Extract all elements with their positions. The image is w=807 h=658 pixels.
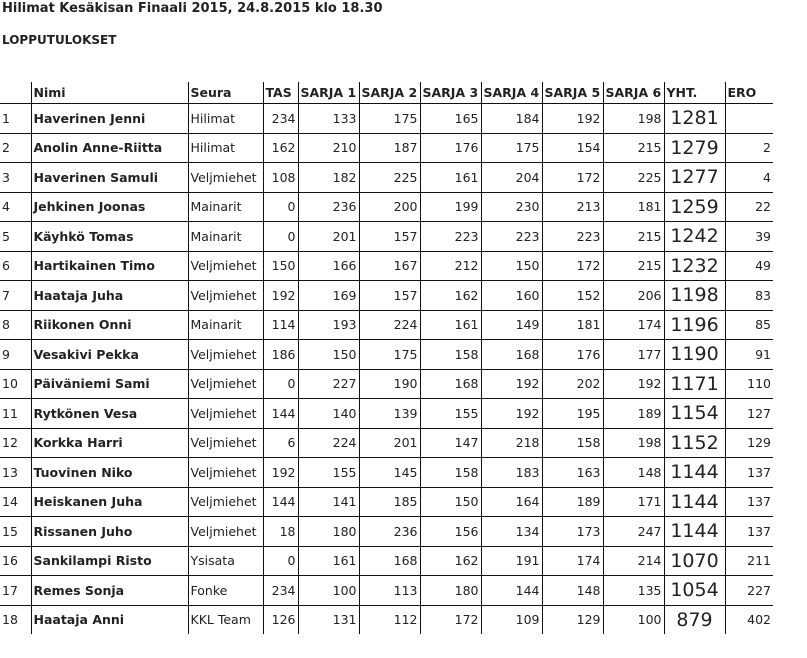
series4-cell: 223 <box>481 222 542 252</box>
series4-cell: 109 <box>481 605 542 634</box>
handicap-cell: 234 <box>263 576 298 606</box>
series1-cell: 161 <box>298 546 359 576</box>
series5-cell: 192 <box>542 104 603 134</box>
page-title: Hilimat Kesäkisan Finaali 2015, 24.8.2015 klo 18.30 <box>2 1 383 16</box>
diff-cell: 83 <box>725 281 773 311</box>
diff-cell: 2 <box>725 133 773 163</box>
total-cell: 1259 <box>664 192 725 222</box>
series4-cell: 192 <box>481 369 542 399</box>
series4-cell: 183 <box>481 458 542 488</box>
series6-cell: 198 <box>603 104 664 134</box>
series2-cell: 201 <box>359 428 420 458</box>
table-row <box>0 251 773 281</box>
diff-cell: 137 <box>725 458 773 488</box>
series2-cell: 145 <box>359 458 420 488</box>
series3-cell: 162 <box>420 546 481 576</box>
handicap-cell: 0 <box>263 369 298 399</box>
series5-cell: 173 <box>542 517 603 547</box>
table-row <box>0 399 773 429</box>
series3-cell: 161 <box>420 310 481 340</box>
series4-cell: 191 <box>481 546 542 576</box>
rank-cell: 6 <box>0 251 31 281</box>
series1-cell: 141 <box>298 487 359 517</box>
name-cell: Sankilampi Risto <box>31 546 188 576</box>
name-cell: Käyhkö Tomas <box>31 222 188 252</box>
series6-cell: 214 <box>603 546 664 576</box>
series3-cell: 158 <box>420 340 481 370</box>
handicap-cell: 192 <box>263 458 298 488</box>
series4-cell: 150 <box>481 251 542 281</box>
col-series1-header: SARJA 1 <box>298 82 359 104</box>
diff-cell <box>725 104 773 134</box>
series2-cell: 236 <box>359 517 420 547</box>
club-cell: Veljmiehet <box>188 340 263 370</box>
series6-cell: 177 <box>603 340 664 370</box>
series1-cell: 166 <box>298 251 359 281</box>
series4-cell: 184 <box>481 104 542 134</box>
rank-cell: 14 <box>0 487 31 517</box>
handicap-cell: 162 <box>263 133 298 163</box>
series1-cell: 210 <box>298 133 359 163</box>
diff-cell: 91 <box>725 340 773 370</box>
series5-cell: 223 <box>542 222 603 252</box>
handicap-cell: 114 <box>263 310 298 340</box>
series3-cell: 180 <box>420 576 481 606</box>
diff-cell: 85 <box>725 310 773 340</box>
name-cell: Remes Sonja <box>31 576 188 606</box>
club-cell: Hilimat <box>188 104 263 134</box>
series3-cell: 150 <box>420 487 481 517</box>
diff-cell: 137 <box>725 487 773 517</box>
col-rank-header <box>0 82 31 104</box>
table-header-row <box>0 82 773 104</box>
club-cell: Veljmiehet <box>188 163 263 193</box>
col-series5-header: SARJA 5 <box>542 82 603 104</box>
series2-cell: 157 <box>359 281 420 311</box>
table-row <box>0 192 773 222</box>
col-series2-header: SARJA 2 <box>359 82 420 104</box>
series6-cell: 247 <box>603 517 664 547</box>
handicap-cell: 234 <box>263 104 298 134</box>
series5-cell: 158 <box>542 428 603 458</box>
series1-cell: 150 <box>298 340 359 370</box>
series3-cell: 212 <box>420 251 481 281</box>
series5-cell: 154 <box>542 133 603 163</box>
results-heading: LOPPUTULOKSET <box>2 33 117 47</box>
table-row <box>0 487 773 517</box>
series6-cell: 206 <box>603 281 664 311</box>
table-row <box>0 546 773 576</box>
series1-cell: 140 <box>298 399 359 429</box>
col-name-header: Nimi <box>31 82 188 104</box>
name-cell: Haverinen Jenni <box>31 104 188 134</box>
series2-cell: 224 <box>359 310 420 340</box>
name-cell: Anolin Anne-Riitta <box>31 133 188 163</box>
diff-cell: 227 <box>725 576 773 606</box>
series4-cell: 134 <box>481 517 542 547</box>
series3-cell: 168 <box>420 369 481 399</box>
name-cell: Jehkinen Joonas <box>31 192 188 222</box>
table-row <box>0 369 773 399</box>
series6-cell: 215 <box>603 133 664 163</box>
rank-cell: 10 <box>0 369 31 399</box>
rank-cell: 15 <box>0 517 31 547</box>
total-cell: 1144 <box>664 487 725 517</box>
total-cell: 1277 <box>664 163 725 193</box>
club-cell: Veljmiehet <box>188 251 263 281</box>
name-cell: Korkka Harri <box>31 428 188 458</box>
series6-cell: 198 <box>603 428 664 458</box>
series4-cell: 144 <box>481 576 542 606</box>
handicap-cell: 144 <box>263 487 298 517</box>
series6-cell: 215 <box>603 251 664 281</box>
series4-cell: 230 <box>481 192 542 222</box>
name-cell: Rissanen Juho <box>31 517 188 547</box>
diff-cell: 127 <box>725 399 773 429</box>
handicap-cell: 126 <box>263 605 298 634</box>
club-cell: Veljmiehet <box>188 458 263 488</box>
table-row <box>0 517 773 547</box>
handicap-cell: 144 <box>263 399 298 429</box>
series1-cell: 227 <box>298 369 359 399</box>
series4-cell: 192 <box>481 399 542 429</box>
series2-cell: 167 <box>359 251 420 281</box>
total-cell: 1279 <box>664 133 725 163</box>
diff-cell: 129 <box>725 428 773 458</box>
rank-cell: 12 <box>0 428 31 458</box>
table-row <box>0 576 773 606</box>
series3-cell: 172 <box>420 605 481 634</box>
series6-cell: 135 <box>603 576 664 606</box>
series3-cell: 156 <box>420 517 481 547</box>
series4-cell: 204 <box>481 163 542 193</box>
series4-cell: 149 <box>481 310 542 340</box>
series4-cell: 218 <box>481 428 542 458</box>
diff-cell: 22 <box>725 192 773 222</box>
series3-cell: 162 <box>420 281 481 311</box>
series1-cell: 131 <box>298 605 359 634</box>
col-series6-header: SARJA 6 <box>603 82 664 104</box>
total-cell: 1144 <box>664 458 725 488</box>
name-cell: Päiväniemi Sami <box>31 369 188 399</box>
col-series3-header: SARJA 3 <box>420 82 481 104</box>
series2-cell: 190 <box>359 369 420 399</box>
handicap-cell: 0 <box>263 222 298 252</box>
col-diff-header: ERO <box>725 82 773 104</box>
series2-cell: 187 <box>359 133 420 163</box>
diff-cell: 39 <box>725 222 773 252</box>
series2-cell: 175 <box>359 340 420 370</box>
handicap-cell: 150 <box>263 251 298 281</box>
series2-cell: 185 <box>359 487 420 517</box>
series6-cell: 100 <box>603 605 664 634</box>
total-cell: 1190 <box>664 340 725 370</box>
series1-cell: 133 <box>298 104 359 134</box>
series5-cell: 176 <box>542 340 603 370</box>
series6-cell: 215 <box>603 222 664 252</box>
table-row <box>0 458 773 488</box>
total-cell: 1242 <box>664 222 725 252</box>
table-row <box>0 133 773 163</box>
series5-cell: 195 <box>542 399 603 429</box>
series6-cell: 171 <box>603 487 664 517</box>
series6-cell: 192 <box>603 369 664 399</box>
handicap-cell: 0 <box>263 546 298 576</box>
rank-cell: 18 <box>0 605 31 634</box>
table-row <box>0 222 773 252</box>
rank-cell: 16 <box>0 546 31 576</box>
series4-cell: 164 <box>481 487 542 517</box>
rank-cell: 4 <box>0 192 31 222</box>
series2-cell: 168 <box>359 546 420 576</box>
series3-cell: 161 <box>420 163 481 193</box>
total-cell: 1198 <box>664 281 725 311</box>
club-cell: Hilimat <box>188 133 263 163</box>
series3-cell: 165 <box>420 104 481 134</box>
diff-cell: 211 <box>725 546 773 576</box>
series1-cell: 224 <box>298 428 359 458</box>
rank-cell: 2 <box>0 133 31 163</box>
total-cell: 879 <box>664 605 725 634</box>
diff-cell: 110 <box>725 369 773 399</box>
series1-cell: 201 <box>298 222 359 252</box>
series5-cell: 148 <box>542 576 603 606</box>
rank-cell: 3 <box>0 163 31 193</box>
table-row <box>0 163 773 193</box>
series6-cell: 174 <box>603 310 664 340</box>
series2-cell: 113 <box>359 576 420 606</box>
handicap-cell: 6 <box>263 428 298 458</box>
total-cell: 1054 <box>664 576 725 606</box>
series5-cell: 181 <box>542 310 603 340</box>
col-total-header: YHT. <box>664 82 725 104</box>
series6-cell: 189 <box>603 399 664 429</box>
total-cell: 1154 <box>664 399 725 429</box>
series5-cell: 163 <box>542 458 603 488</box>
handicap-cell: 18 <box>263 517 298 547</box>
series2-cell: 139 <box>359 399 420 429</box>
club-cell: Fonke <box>188 576 263 606</box>
series2-cell: 157 <box>359 222 420 252</box>
name-cell: Tuovinen Niko <box>31 458 188 488</box>
handicap-cell: 192 <box>263 281 298 311</box>
series5-cell: 152 <box>542 281 603 311</box>
series5-cell: 202 <box>542 369 603 399</box>
name-cell: Heiskanen Juha <box>31 487 188 517</box>
name-cell: Riikonen Onni <box>31 310 188 340</box>
table-row <box>0 340 773 370</box>
total-cell: 1070 <box>664 546 725 576</box>
diff-cell: 4 <box>725 163 773 193</box>
series3-cell: 199 <box>420 192 481 222</box>
table-row <box>0 428 773 458</box>
series5-cell: 129 <box>542 605 603 634</box>
series5-cell: 174 <box>542 546 603 576</box>
table-row <box>0 310 773 340</box>
rank-cell: 9 <box>0 340 31 370</box>
series1-cell: 169 <box>298 281 359 311</box>
club-cell: Veljmiehet <box>188 369 263 399</box>
series4-cell: 175 <box>481 133 542 163</box>
series6-cell: 181 <box>603 192 664 222</box>
results-body <box>0 104 773 635</box>
total-cell: 1281 <box>664 104 725 134</box>
rank-cell: 5 <box>0 222 31 252</box>
series5-cell: 189 <box>542 487 603 517</box>
series3-cell: 147 <box>420 428 481 458</box>
rank-cell: 13 <box>0 458 31 488</box>
name-cell: Hartikainen Timo <box>31 251 188 281</box>
series5-cell: 172 <box>542 163 603 193</box>
series4-cell: 160 <box>481 281 542 311</box>
table-row <box>0 281 773 311</box>
series2-cell: 200 <box>359 192 420 222</box>
rank-cell: 11 <box>0 399 31 429</box>
table-row <box>0 605 773 634</box>
series2-cell: 175 <box>359 104 420 134</box>
col-handicap-header: TAS <box>263 82 298 104</box>
total-cell: 1171 <box>664 369 725 399</box>
rank-cell: 8 <box>0 310 31 340</box>
diff-cell: 137 <box>725 517 773 547</box>
col-series4-header: SARJA 4 <box>481 82 542 104</box>
series1-cell: 193 <box>298 310 359 340</box>
name-cell: Vesakivi Pekka <box>31 340 188 370</box>
total-cell: 1152 <box>664 428 725 458</box>
series2-cell: 225 <box>359 163 420 193</box>
club-cell: Mainarit <box>188 310 263 340</box>
handicap-cell: 186 <box>263 340 298 370</box>
club-cell: KKL Team <box>188 605 263 634</box>
results-table <box>0 82 773 634</box>
name-cell: Haverinen Samuli <box>31 163 188 193</box>
total-cell: 1196 <box>664 310 725 340</box>
series3-cell: 155 <box>420 399 481 429</box>
series1-cell: 180 <box>298 517 359 547</box>
handicap-cell: 108 <box>263 163 298 193</box>
total-cell: 1144 <box>664 517 725 547</box>
name-cell: Haataja Juha <box>31 281 188 311</box>
club-cell: Veljmiehet <box>188 281 263 311</box>
series3-cell: 158 <box>420 458 481 488</box>
rank-cell: 7 <box>0 281 31 311</box>
name-cell: Rytkönen Vesa <box>31 399 188 429</box>
series6-cell: 148 <box>603 458 664 488</box>
series5-cell: 213 <box>542 192 603 222</box>
series1-cell: 182 <box>298 163 359 193</box>
series6-cell: 225 <box>603 163 664 193</box>
total-cell: 1232 <box>664 251 725 281</box>
club-cell: Veljmiehet <box>188 399 263 429</box>
club-cell: Ysisata <box>188 546 263 576</box>
table-row <box>0 104 773 134</box>
col-club-header: Seura <box>188 82 263 104</box>
series3-cell: 176 <box>420 133 481 163</box>
diff-cell: 402 <box>725 605 773 634</box>
name-cell: Haataja Anni <box>31 605 188 634</box>
series1-cell: 236 <box>298 192 359 222</box>
series1-cell: 100 <box>298 576 359 606</box>
series4-cell: 168 <box>481 340 542 370</box>
handicap-cell: 0 <box>263 192 298 222</box>
diff-cell: 49 <box>725 251 773 281</box>
series1-cell: 155 <box>298 458 359 488</box>
rank-cell: 1 <box>0 104 31 134</box>
series2-cell: 112 <box>359 605 420 634</box>
rank-cell: 17 <box>0 576 31 606</box>
club-cell: Veljmiehet <box>188 428 263 458</box>
club-cell: Mainarit <box>188 192 263 222</box>
series5-cell: 172 <box>542 251 603 281</box>
series3-cell: 223 <box>420 222 481 252</box>
club-cell: Mainarit <box>188 222 263 252</box>
club-cell: Veljmiehet <box>188 517 263 547</box>
club-cell: Veljmiehet <box>188 487 263 517</box>
